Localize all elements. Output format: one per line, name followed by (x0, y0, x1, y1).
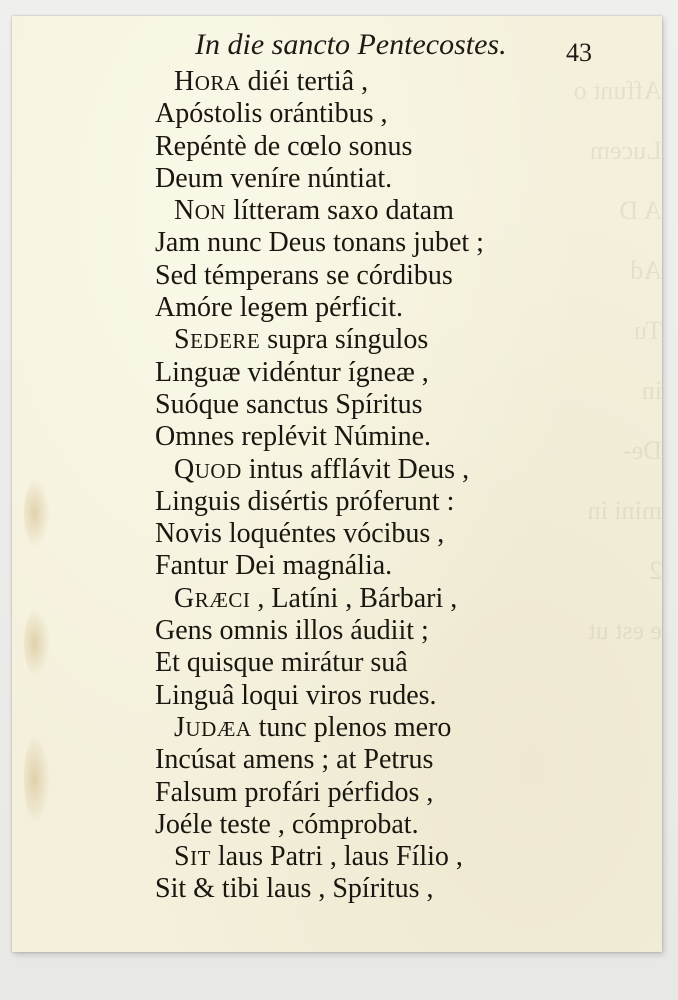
paper-stain (24, 608, 50, 678)
hymn-line-text: Linguæ vidéntur ígneæ , (155, 356, 429, 388)
hymn-line-text: Suóque sanctus Spíritus (155, 388, 423, 420)
hymn-line-text: Omnes replévit Númine. (155, 421, 432, 453)
hymn-line-text: Repéntè de cœlo sonus (155, 130, 413, 162)
hymn-line (155, 712, 575, 744)
stanza-lead-word: QUOD (174, 453, 242, 485)
hymn-line (155, 324, 575, 356)
hymn-line (155, 777, 575, 809)
hymn-line-text: Sed témperans se córdibus (155, 259, 453, 291)
hymn-line (155, 744, 575, 776)
hymn-line (155, 195, 575, 227)
hymn-line (155, 841, 575, 873)
hymn-line (155, 131, 575, 163)
hymn-line-text: Apóstolis orántibus , (155, 98, 388, 130)
hymn-line (155, 550, 575, 582)
hymn-line-text: Amóre legem pérficit. (155, 292, 404, 324)
hymn-line-text: intus afflávit Deus , (241, 453, 470, 485)
hymn-line-text: laus Patri , laus Fílio , (210, 841, 463, 873)
hymn-line (155, 809, 575, 841)
hymn-line (155, 486, 575, 518)
hymn-line (155, 421, 575, 453)
hymn-line (155, 454, 575, 486)
running-head: In die sancto Pentecostes. (195, 28, 507, 61)
hymn-line-text: Joéle teste , cómprobat. (155, 808, 419, 840)
stanza-lead-word: NON (174, 195, 227, 227)
hymn-line (155, 615, 575, 647)
hymn-line-text: supra síngulos (260, 324, 429, 356)
hymn-line (155, 518, 575, 550)
stanza-lead-word: SEDERE (174, 324, 261, 356)
stanza-lead-word: JUDÆA (174, 711, 252, 743)
stanza-lead-word: HORA (174, 66, 241, 97)
hymn-line-text: Linguis disértis próferunt : (155, 485, 455, 517)
hymn-line (155, 163, 575, 195)
hymn-line (155, 647, 575, 679)
hymn-line (155, 357, 575, 389)
hymn-line (155, 680, 575, 712)
hymn-line-text: Incúsat amens ; at Petrus (155, 744, 434, 776)
hymn-text (155, 66, 575, 906)
hymn-line-text: Sit & tibi laus , Spíritus , (155, 873, 434, 905)
hymn-line (155, 98, 575, 130)
hymn-line (155, 389, 575, 421)
hymn-line-text: Gens omnis illos áudiit ; (155, 615, 429, 647)
hymn-line-text: diéi tertiâ , (240, 66, 369, 97)
hymn-line (155, 583, 575, 615)
hymn-line-text: Deum veníre núntiat. (155, 162, 393, 194)
page-number: 43 (566, 38, 592, 67)
hymn-line (155, 260, 575, 292)
hymn-line-text: Linguâ loqui viros rudes. (155, 679, 437, 711)
hymn-line (155, 292, 575, 324)
hymn-line-text: Fantur Dei magnália. (155, 550, 393, 582)
hymn-line (155, 66, 575, 98)
hymn-line (155, 873, 575, 905)
hymn-line-text: Falsum profári pérfidos , (155, 776, 434, 808)
hymn-line-text: , Latíni , Bárbari , (250, 582, 458, 614)
show-through-text: Affunt o Lucem A D Ad Tu in De- mini in 2 e est ut (573, 76, 662, 645)
stanza-lead-word: SIT (174, 841, 211, 873)
hymn-line-text: Jam nunc Deus tonans jubet ; (155, 227, 484, 259)
hymn-line (155, 227, 575, 259)
hymn-line-text: Novis loquéntes vócibus , (155, 518, 445, 550)
hymn-line-text: Et quisque mirátur suâ (155, 647, 408, 679)
paper-stain (24, 734, 50, 824)
hymn-line-text: tunc plenos mero (251, 711, 452, 743)
stanza-lead-word: GRÆCI (174, 582, 251, 614)
hymn-line-text: lítteram saxo datam (226, 195, 454, 227)
paper-stain (24, 478, 50, 548)
